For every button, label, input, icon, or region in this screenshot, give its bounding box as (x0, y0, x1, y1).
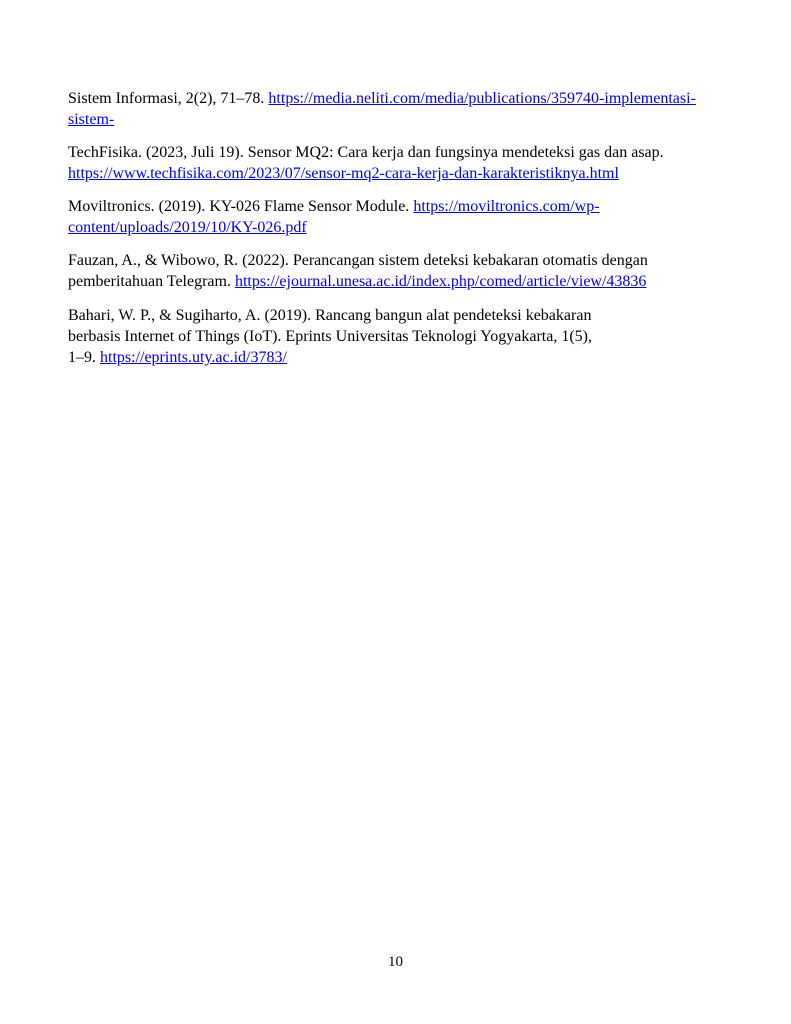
reference-text: 1–9. (68, 349, 100, 366)
reference-line (68, 347, 748, 368)
reference-entry (68, 88, 748, 130)
reference-text: berbasis Internet of Things (IoT). Eprints Universitas Teknologi Yogyakarta, 1(5), (68, 328, 592, 345)
reference-link[interactable]: https://ejournal.unesa.ac.id/index.php/comed/article/view/43836 (234, 273, 647, 290)
reference-line (68, 88, 748, 109)
reference-entry (68, 142, 748, 184)
reference-text: Moviltronics. (2019). KY-026 Flame Sensor Module. (68, 198, 414, 215)
reference-line (68, 217, 748, 238)
reference-line (68, 326, 748, 347)
reference-text: TechFisika. (2023, Juli 19). Sensor MQ2: Cara kerja dan fungsinya mendeteksi gas dan asap. (68, 144, 664, 161)
reference-entry (68, 250, 748, 292)
reference-text: Bahari, W. P., & Sugiharto, A. (2019). Rancang bangun alat pendeteksi kebakaran (68, 307, 592, 324)
reference-line (68, 271, 748, 292)
reference-text: Sistem Informasi, 2(2), 71–78. (68, 90, 269, 107)
reference-link[interactable]: https://www.techfisika.com/2023/07/sensor-mq2-cara-kerja-dan-karakteristiknya.html (68, 165, 619, 182)
reference-link[interactable]: sistem- (68, 111, 115, 128)
reference-line (68, 163, 748, 184)
references-section (68, 88, 748, 380)
reference-link[interactable]: https://eprints.uty.ac.id/3783/ (100, 349, 287, 366)
reference-line (68, 142, 748, 163)
reference-link[interactable]: content/uploads/2019/10/KY-026.pdf (68, 219, 307, 236)
reference-link[interactable]: https://media.neliti.com/media/publications/359740-implementasi- (268, 90, 696, 107)
reference-line (68, 196, 748, 217)
reference-line (68, 250, 748, 271)
reference-line (68, 109, 748, 130)
page-number: 10 (388, 954, 403, 970)
reference-text: Fauzan, A., & Wibowo, R. (2022). Perancangan sistem deteksi kebakaran otomatis dengan (68, 252, 648, 269)
reference-entry (68, 305, 748, 368)
reference-link[interactable]: https://moviltronics.com/wp- (413, 198, 600, 215)
reference-text: pemberitahuan Telegram. (68, 273, 235, 290)
reference-line (68, 305, 748, 326)
page-footer (0, 952, 791, 973)
reference-entry (68, 196, 748, 238)
